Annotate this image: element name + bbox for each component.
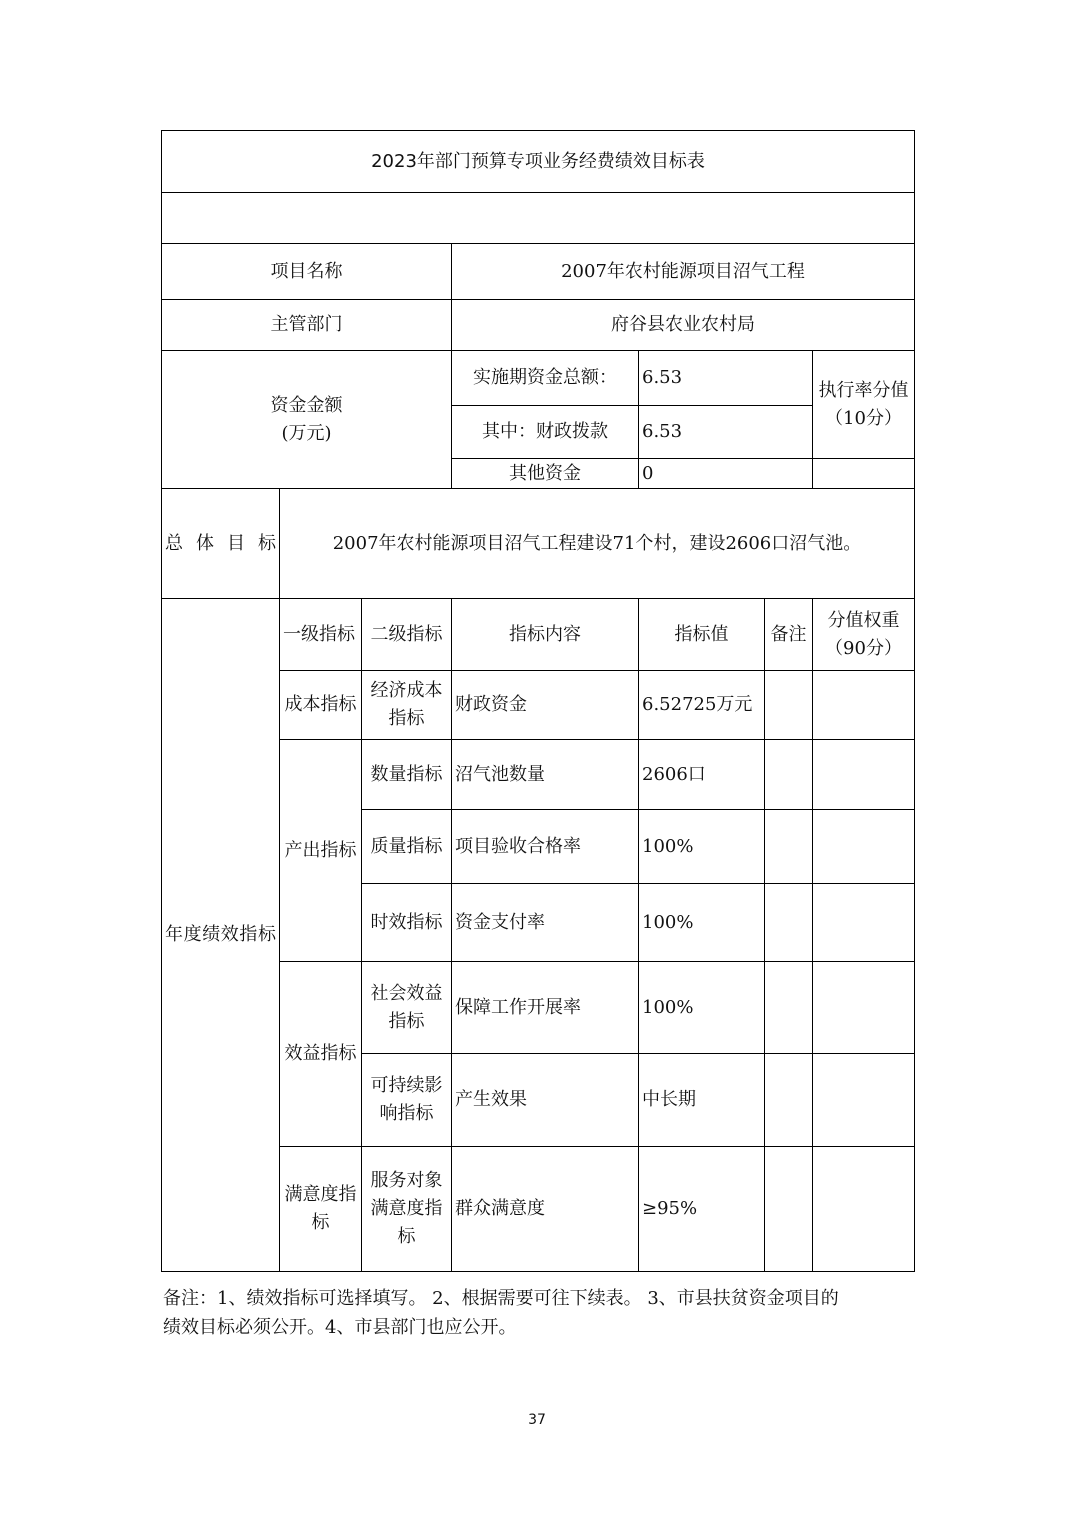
row-content: 财政资金	[452, 671, 639, 740]
row-content: 资金支付率	[452, 884, 639, 962]
row-remark	[765, 962, 813, 1054]
group-cost: 成本指标	[280, 671, 362, 740]
execution-rate-label: 执行率分值（10分）	[813, 351, 915, 459]
header-value: 指标值	[639, 599, 765, 671]
row-level2: 社会效益指标	[362, 962, 452, 1054]
execution-rate-empty	[813, 459, 915, 489]
row-remark	[765, 1054, 813, 1147]
header-content: 指标内容	[452, 599, 639, 671]
overall-goal-text: 2007年农村能源项目沼气工程建设71个村，建设2606口沼气池。	[280, 489, 915, 599]
project-name-value: 2007年农村能源项目沼气工程	[452, 244, 915, 300]
header-weight: 分值权重（90分）	[813, 599, 915, 671]
row-level2: 服务对象满意度指标	[362, 1147, 452, 1272]
annual-indicators-label: 年度绩效指标	[162, 599, 280, 1272]
header-level2: 二级指标	[362, 599, 452, 671]
other-funds-label: 其他资金	[452, 459, 639, 489]
fiscal-funds-value: 6.53	[639, 406, 813, 459]
row-level2: 时效指标	[362, 884, 452, 962]
row-remark	[765, 884, 813, 962]
row-weight	[813, 962, 915, 1054]
row-level2: 数量指标	[362, 740, 452, 810]
row-weight	[813, 884, 915, 962]
funds-unit: (万元)	[281, 422, 332, 444]
row-level2: 经济成本指标	[362, 671, 452, 740]
group-satisfaction: 满意度指标	[280, 1147, 362, 1272]
row-value: 100%	[639, 810, 765, 884]
row-value: 中长期	[639, 1054, 765, 1147]
row-value: 100%	[639, 962, 765, 1054]
row-value: 2606口	[639, 740, 765, 810]
row-content: 沼气池数量	[452, 740, 639, 810]
total-funds-value: 6.53	[639, 351, 813, 406]
row-remark	[765, 671, 813, 740]
row-weight	[813, 740, 915, 810]
fiscal-funds-label: 其中：财政拨款	[452, 406, 639, 459]
row-value: ≥95%	[639, 1147, 765, 1272]
footnote: 备注：1、绩效指标可选择填写。 2、根据需要可往下续表。 3、市县扶贫资金项目的绩效目标必须公开。4、市县部门也应公开。	[163, 1288, 839, 1338]
header-remark: 备注	[765, 599, 813, 671]
overall-goal-label: 总体目标	[162, 489, 280, 599]
row-remark	[765, 1147, 813, 1272]
funds-label-cell	[162, 351, 452, 489]
row-weight	[813, 1054, 915, 1147]
funds-label: 资金金额	[270, 394, 343, 416]
project-name-label: 项目名称	[162, 244, 452, 300]
department-value: 府谷县农业农村局	[452, 300, 915, 351]
group-benefit: 效益指标	[280, 962, 362, 1147]
row-level2: 质量指标	[362, 810, 452, 884]
row-remark	[765, 810, 813, 884]
row-value: 6.52725万元	[639, 671, 765, 740]
performance-target-table	[161, 130, 915, 1272]
department-label: 主管部门	[162, 300, 452, 351]
total-funds-label: 实施期资金总额：	[452, 351, 639, 406]
row-level2: 可持续影响指标	[362, 1054, 452, 1147]
row-content: 项目验收合格率	[452, 810, 639, 884]
row-content: 产生效果	[452, 1054, 639, 1147]
row-weight	[813, 671, 915, 740]
group-output: 产出指标	[280, 740, 362, 962]
row-value: 100%	[639, 884, 765, 962]
row-weight	[813, 810, 915, 884]
row-weight	[813, 1147, 915, 1272]
row-content: 群众满意度	[452, 1147, 639, 1272]
page-number: 37	[528, 1412, 546, 1428]
other-funds-value: 0	[639, 459, 813, 489]
table-title: 2023年部门预算专项业务经费绩效目标表	[162, 131, 915, 193]
header-level1: 一级指标	[280, 599, 362, 671]
row-remark	[765, 740, 813, 810]
row-content: 保障工作开展率	[452, 962, 639, 1054]
blank-row	[162, 193, 915, 244]
